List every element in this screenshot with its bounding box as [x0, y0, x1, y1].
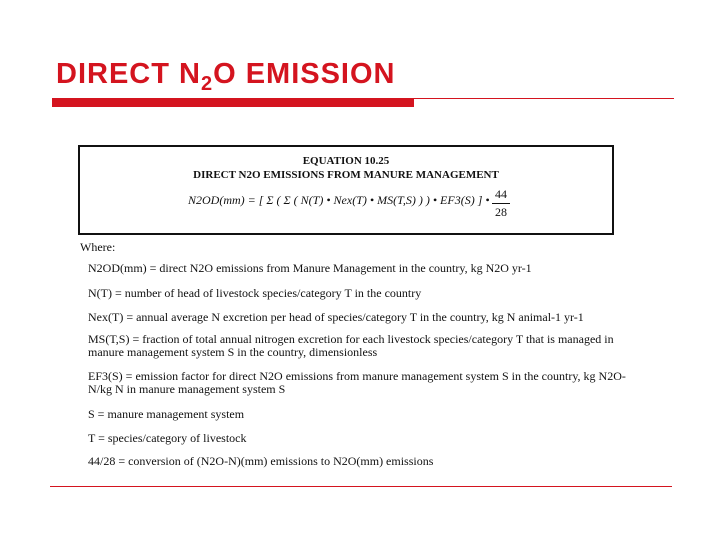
- equation-title: DIRECT N2O EMISSIONS FROM MANURE MANAGEMENT: [193, 169, 499, 181]
- equation-formula: N2OD(mm) = [ Σ ( Σ ( N(T) • Nex(T) • MS(T,S) ) ) • EF3(S) ] •: [188, 193, 490, 207]
- title-subscript: 2: [200, 73, 214, 95]
- fraction-denominator: 28: [495, 205, 507, 219]
- definition-item: MS(T,S) = fraction of total annual nitrogen excretion for each livestock species/category T that is managed in manure management system S in the country, dimensionless: [88, 332, 614, 359]
- equation-number: EQUATION 10.25: [302, 155, 390, 167]
- definition-item: N2OD(mm) = direct N2O emissions from Manure Management in the country, kg N2O yr-1: [88, 261, 532, 275]
- title-part1: DIRECT N: [56, 58, 201, 90]
- definition-item: EF3(S) = emission factor for direct N2O emissions from manure management system S in the country, kg N2O-N/kg N in manure management system S: [88, 369, 626, 396]
- definition-item: Nex(T) = annual average N excretion per head of species/category T in the country, kg N animal-1 yr-1: [88, 310, 584, 324]
- title-underline-thin: [414, 98, 674, 99]
- conversion-fraction: [492, 187, 510, 220]
- definition-item: 44/28 = conversion of (N2O-N)(mm) emissions to N2O(mm) emissions: [88, 454, 434, 468]
- title-underline-thick: [52, 98, 414, 107]
- definition-item: S = manure management system: [88, 407, 245, 421]
- fraction-bar: [492, 203, 510, 204]
- fraction-numerator: 44: [495, 187, 507, 201]
- title-part2: O EMISSION: [213, 58, 396, 90]
- footer-rule: [50, 486, 672, 487]
- definition-item: N(T) = number of head of livestock species/category T in the country: [88, 286, 422, 300]
- definition-item: T = species/category of livestock: [88, 431, 247, 445]
- slide-title: [56, 58, 396, 95]
- equation-box: [78, 145, 614, 235]
- where-label: Where:: [80, 240, 116, 254]
